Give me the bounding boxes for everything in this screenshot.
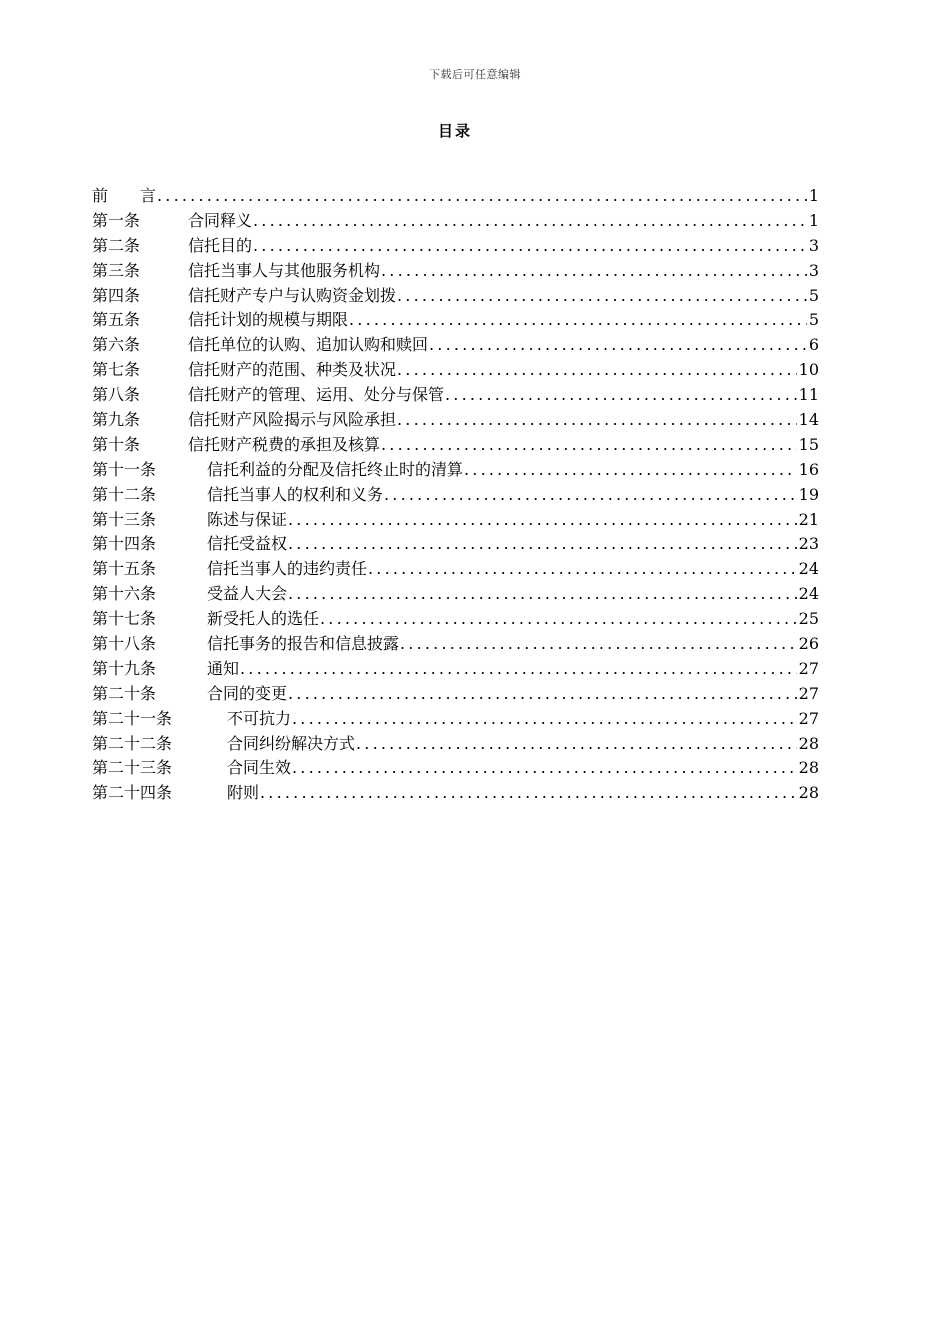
toc-dot-leader (292, 756, 797, 781)
toc-entry[interactable] (92, 259, 819, 284)
toc-entry-number: 前 言 (92, 186, 157, 205)
toc-entry-page: 27 (798, 683, 819, 703)
toc-dot-leader (445, 383, 797, 408)
toc-entry-page: 23 (798, 534, 819, 554)
toc-entry-number: 第十条 (92, 434, 141, 454)
toc-entry-number: 第七条 (92, 360, 141, 380)
toc-entry-page: 3 (808, 235, 819, 255)
toc-dot-leader (381, 259, 807, 284)
toc-entry-title: 信托当事人与其他服务机构 (188, 260, 381, 280)
toc-entry-title: 信托利益的分配及信托终止时的清算 (207, 459, 464, 479)
toc-entry-page: 28 (798, 733, 819, 753)
toc-dot-leader (260, 781, 797, 806)
toc-entry-title: 信托当事人的违约责任 (207, 559, 368, 579)
toc-entry-page: 21 (798, 509, 819, 529)
toc-entry[interactable] (92, 732, 819, 757)
toc-dot-leader (397, 284, 807, 309)
toc-entry-title: 信托财产风险揭示与风险承担 (188, 410, 397, 430)
toc-entry-title: 通知 (207, 658, 240, 678)
toc-entry-title: 信托财产的范围、种类及状况 (188, 360, 397, 380)
toc-entry[interactable] (92, 508, 819, 533)
toc-entry-number: 第二十二条 (92, 733, 173, 753)
toc-entry-title: 合同的变更 (207, 683, 288, 703)
toc-dot-leader (464, 458, 797, 483)
toc-entry-page: 27 (798, 658, 819, 678)
toc-entry-number: 第二十四条 (92, 783, 173, 803)
toc-entry[interactable] (92, 209, 819, 234)
toc-entry-title: 信托财产税费的承担及核算 (188, 434, 381, 454)
toc-entry[interactable] (92, 234, 819, 259)
toc-title: 目录 (437, 122, 472, 140)
toc-entry[interactable] (92, 358, 819, 383)
toc-entry[interactable] (92, 657, 819, 682)
toc-dot-leader (157, 184, 807, 209)
toc-entry-page: 1 (808, 210, 819, 230)
toc-entry[interactable] (92, 781, 819, 806)
toc-entry-page: 14 (798, 410, 819, 430)
toc-dot-leader (288, 532, 797, 557)
toc-entry-title: 信托单位的认购、追加认购和赎回 (188, 335, 429, 355)
toc-entry[interactable] (92, 433, 819, 458)
toc-entry-number: 第五条 (92, 310, 141, 330)
toc-entry-title: 信托当事人的权利和义务 (207, 484, 384, 504)
toc-entry[interactable] (92, 458, 819, 483)
toc-entry-title: 陈述与保证 (207, 509, 288, 529)
toc-entry-title: 信托计划的规模与期限 (188, 310, 349, 330)
toc-dot-leader (253, 209, 807, 234)
toc-entry-title: 新受托人的选任 (207, 609, 320, 629)
toc-entry-number: 第二十一条 (92, 708, 173, 728)
toc-entry-title: 不可抗力 (227, 708, 292, 728)
toc-entry[interactable] (92, 483, 819, 508)
toc-entry-title: 附则 (227, 783, 260, 803)
toc-entry[interactable] (92, 557, 819, 582)
toc-entry-title: 信托受益权 (207, 534, 288, 554)
toc-dot-leader (397, 408, 797, 433)
toc-entry-page: 28 (798, 783, 819, 803)
toc-entry-number: 第九条 (92, 410, 141, 430)
toc-dot-leader (397, 358, 797, 383)
toc-entry[interactable] (92, 383, 819, 408)
toc-entry-title: 信托目的 (188, 235, 253, 255)
toc-entry-page: 3 (808, 260, 819, 280)
toc-dot-leader (429, 333, 807, 358)
toc-entry-number: 第十二条 (92, 484, 157, 504)
toc-entry-page: 28 (798, 758, 819, 778)
toc-entry[interactable] (92, 184, 819, 209)
toc-dot-leader (349, 308, 807, 333)
toc-entry[interactable] (92, 284, 819, 309)
toc-entry-number: 第八条 (92, 385, 141, 405)
toc-entry[interactable] (92, 682, 819, 707)
toc-dot-leader (368, 557, 797, 582)
toc-entry-number: 第十八条 (92, 634, 157, 654)
toc-entry-title: 信托财产专户与认购资金划拨 (188, 285, 397, 305)
toc-entry-page: 16 (798, 459, 819, 479)
toc-entry[interactable] (92, 408, 819, 433)
toc-entry-title: 受益人大会 (207, 584, 288, 604)
toc-entry-page: 10 (798, 360, 819, 380)
table-of-contents (92, 184, 819, 806)
toc-entry-page: 27 (798, 708, 819, 728)
toc-entry-page: 24 (798, 559, 819, 579)
toc-entry-page: 1 (808, 186, 819, 205)
toc-entry-page: 5 (808, 310, 819, 330)
toc-dot-leader (240, 657, 797, 682)
toc-entry-number: 第四条 (92, 285, 141, 305)
toc-entry-number: 第一条 (92, 210, 141, 230)
toc-entry-title: 合同纠纷解决方式 (227, 733, 356, 753)
toc-entry-number: 第三条 (92, 260, 141, 280)
toc-entry-number: 第十六条 (92, 584, 157, 604)
toc-entry[interactable] (92, 308, 819, 333)
toc-entry-page: 5 (808, 285, 819, 305)
toc-entry-page: 19 (798, 484, 819, 504)
toc-entry[interactable] (92, 582, 819, 607)
toc-dot-leader (320, 607, 797, 632)
toc-entry-number: 第十五条 (92, 559, 157, 579)
toc-entry-page: 26 (798, 634, 819, 654)
toc-entry-title: 合同释义 (188, 210, 253, 230)
toc-entry-number: 第十四条 (92, 534, 157, 554)
toc-entry-title: 信托事务的报告和信息披露 (207, 634, 400, 654)
toc-entry-page: 6 (808, 335, 819, 355)
toc-entry[interactable] (92, 607, 819, 632)
toc-dot-leader (381, 433, 797, 458)
toc-entry-number: 第二十三条 (92, 758, 173, 778)
toc-entry[interactable] (92, 333, 819, 358)
toc-entry-number: 第十七条 (92, 609, 157, 629)
toc-entry-number: 第十九条 (92, 658, 157, 678)
toc-dot-leader (288, 682, 797, 707)
toc-dot-leader (400, 632, 797, 657)
toc-dot-leader (356, 732, 797, 757)
toc-entry-title: 信托财产的管理、运用、处分与保管 (188, 385, 445, 405)
toc-entry-number: 第六条 (92, 335, 141, 355)
toc-entry[interactable] (92, 632, 819, 657)
toc-entry[interactable] (92, 532, 819, 557)
toc-dot-leader (288, 508, 797, 533)
toc-entry-number: 第二条 (92, 235, 141, 255)
toc-entry-title: 合同生效 (227, 758, 292, 778)
toc-entry-page: 24 (798, 584, 819, 604)
toc-entry-page: 15 (798, 434, 819, 454)
toc-entry-number: 第二十条 (92, 683, 157, 703)
toc-entry[interactable] (92, 707, 819, 732)
toc-dot-leader (292, 707, 797, 732)
toc-entry[interactable] (92, 756, 819, 781)
toc-entry-page: 11 (798, 385, 819, 405)
header-note: 下载后可任意编辑 (429, 68, 521, 81)
toc-entry-number: 第十三条 (92, 509, 157, 529)
toc-dot-leader (384, 483, 797, 508)
toc-dot-leader (253, 234, 807, 259)
toc-dot-leader (288, 582, 797, 607)
toc-entry-number: 第十一条 (92, 459, 157, 479)
toc-entry-page: 25 (798, 609, 819, 629)
